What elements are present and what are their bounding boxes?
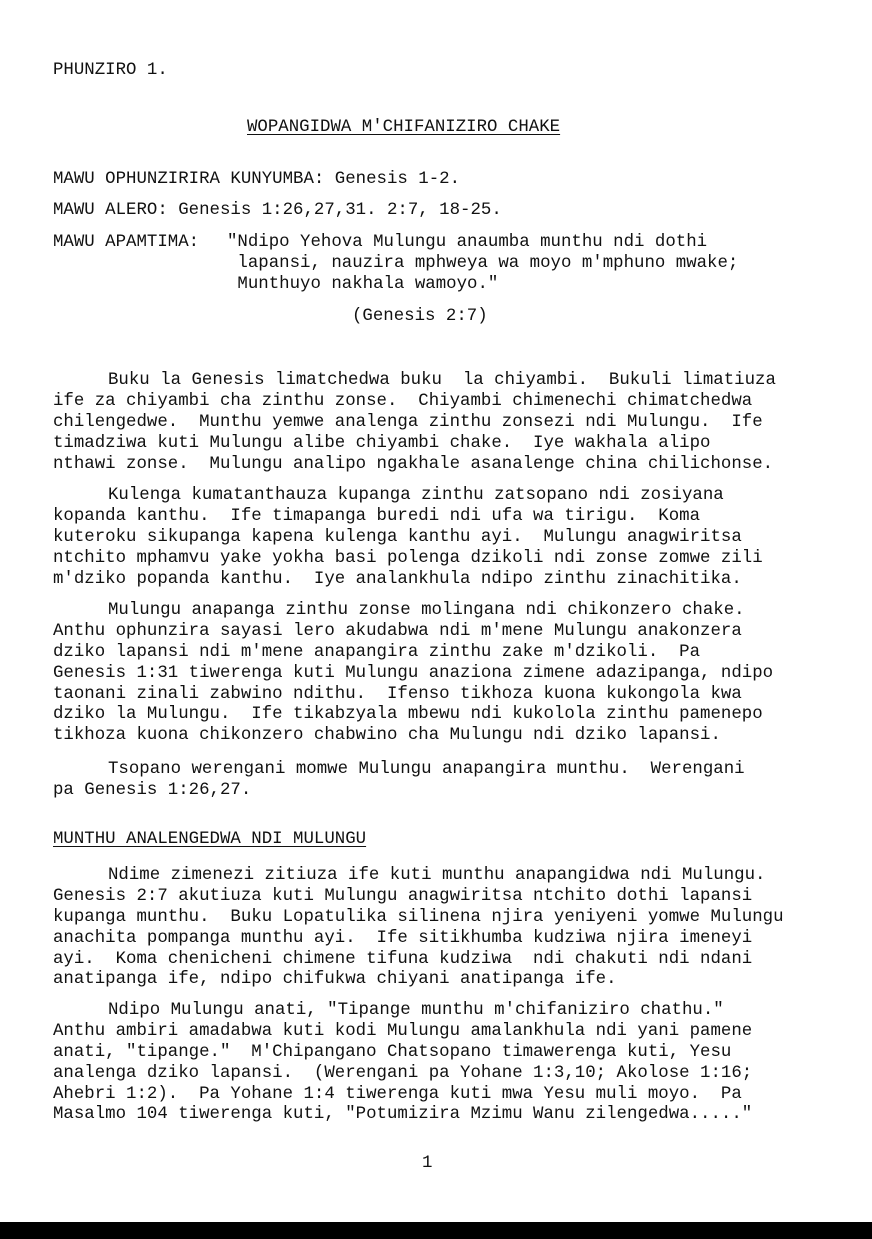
paragraph-line: Kulenga kumatanthauza kupanga zinthu zatsopano ndi zosiyana <box>108 486 724 505</box>
paragraph-line: pa Genesis 1:26,27. <box>53 780 252 800</box>
scan-edge-bar <box>0 1222 872 1239</box>
paragraph-line: ntchito mphamvu yake yokha basi polenga dzikoli ndi zonse zomwe zili <box>53 548 763 568</box>
lesson-label: PHUNZIRO 1. <box>53 61 168 80</box>
paragraph-line: timadziwa kuti Mulungu alibe chiyambi chake. Iye wakhala alipo <box>53 433 711 453</box>
paragraph-line: nthawi zonse. Mulungu analipo ngakhale asanalenge china chilichonse. <box>53 454 774 474</box>
memory-verse-reference: (Genesis 2:7) <box>352 307 488 326</box>
home-reading: MAWU OPHUNZIRIRA KUNYUMBA: Genesis 1-2. <box>53 170 461 189</box>
lesson-title: WOPANGIDWA M'CHIFANIZIRO CHAKE <box>247 118 561 137</box>
paragraph-line: Tsopano werengani momwe Mulungu anapangira munthu. Werengani <box>108 760 745 779</box>
paragraph-line: Ndime zimenezi zitiuza ife kuti munthu anapangidwa ndi Mulungu. <box>108 866 766 885</box>
paragraph-line: taonani zinali zabwino ndithu. Ifenso tikhoza kuona kukongola kwa <box>53 684 742 704</box>
paragraph <box>53 601 773 747</box>
paragraph-line: ayi. Koma chenicheni chimene tifuna kudziwa ndi chakuti ndi ndani <box>53 949 753 969</box>
paragraph-line: kopanda kanthu. Ife timapanga buredi ndi ufa wa tirigu. Koma <box>53 506 701 526</box>
paragraph-line: Buku la Genesis limatchedwa buku la chiyambi. Bukuli limatiuza <box>108 371 776 390</box>
paragraph-line: Genesis 2:7 akutiuza kuti Mulungu anagwiritsa ntchito dothi lapansi <box>53 886 753 906</box>
paragraph-line: Masalmo 104 tiwerenga kuti, "Potumizira Mzimu Wanu zilengedwa....." <box>53 1105 753 1125</box>
paragraph <box>53 1001 752 1126</box>
paragraph <box>53 371 776 475</box>
memory-verse-label: MAWU APAMTIMA: <box>53 233 200 252</box>
paragraph-line: Ahebri 1:2). Pa Yohane 1:4 tiwerenga kuti mwa Yesu muli moyo. Pa <box>53 1084 742 1104</box>
paragraph-line: kuteroku sikupanga kapena kulenga kanthu ayi. Mulungu anagwiritsa <box>53 527 742 547</box>
paragraph-line: Mulungu anapanga zinthu zonse molingana ndi chikonzero chake. <box>108 601 745 620</box>
paragraph-line: dziko la Mulungu. Ife tikabzyala mbewu ndi kukolola zinthu pamenepo <box>53 705 763 725</box>
paragraph-line: anachita pompanga munthu ayi. Ife sitikhumba kudziwa njira imeneyi <box>53 928 753 948</box>
memory-verse-line: lapansi, nauzira mphweya wa moyo m'mphuno mwake; <box>227 253 739 273</box>
paragraph <box>53 866 784 991</box>
paragraph <box>53 486 763 590</box>
paragraph <box>53 760 745 802</box>
paragraph-line: Genesis 1:31 tiwerenga kuti Mulungu anaziona zimene adazipanga, ndipo <box>53 663 774 683</box>
paragraph-line: Anthu ambiri amadabwa kuti kodi Mulungu amalankhula ndi yani pamene <box>53 1021 753 1041</box>
paragraph-line: tikhoza kuona chikonzero chabwino cha Mulungu ndi dziko lapansi. <box>53 726 721 746</box>
paragraph-line: ife za chiyambi cha zinthu zonse. Chiyambi chimenechi chimatchedwa <box>53 391 753 411</box>
paragraph-line: analenga dziko lapansi. (Werengani pa Yohane 1:3,10; Akolose 1:16; <box>53 1063 753 1083</box>
page-number: 1 <box>422 1154 433 1173</box>
paragraph-line: kupanga munthu. Buku Lopatulika silinena njira yeniyeni yomwe Mulungu <box>53 907 784 927</box>
paragraph-line: Ndipo Mulungu anati, "Tipange munthu m'chifaniziro chathu." <box>108 1001 724 1020</box>
memory-verse <box>227 233 738 296</box>
paragraph-line: chilengedwe. Munthu yemwe analenga zinthu zonsezi ndi Mulungu. Ife <box>53 412 763 432</box>
section-heading: MUNTHU ANALENGEDWA NDI MULUNGU <box>53 830 367 849</box>
paragraph-line: Anthu ophunzira sayasi lero akudabwa ndi m'mene Mulungu anakonzera <box>53 621 742 641</box>
paragraph-line: dziko lapansi ndi m'mene anapangira zinthu zake m'dzikoli. Pa <box>53 642 701 662</box>
memory-verse-line: "Ndipo Yehova Mulungu anaumba munthu ndi dothi <box>227 233 708 252</box>
lesson-text: MAWU ALERO: Genesis 1:26,27,31. 2:7, 18-25. <box>53 201 502 220</box>
paragraph-line: anati, "tipange." M'Chipangano Chatsopano timawerenga kuti, Yesu <box>53 1042 732 1062</box>
memory-verse-line: Munthuyo nakhala wamoyo." <box>227 274 499 294</box>
paragraph-line: m'dziko popanda kanthu. Iye analankhula ndipo zinthu zinachitika. <box>53 569 742 589</box>
paragraph-line: anatipanga ife, ndipo chifukwa chiyani anatipanga ife. <box>53 970 617 990</box>
